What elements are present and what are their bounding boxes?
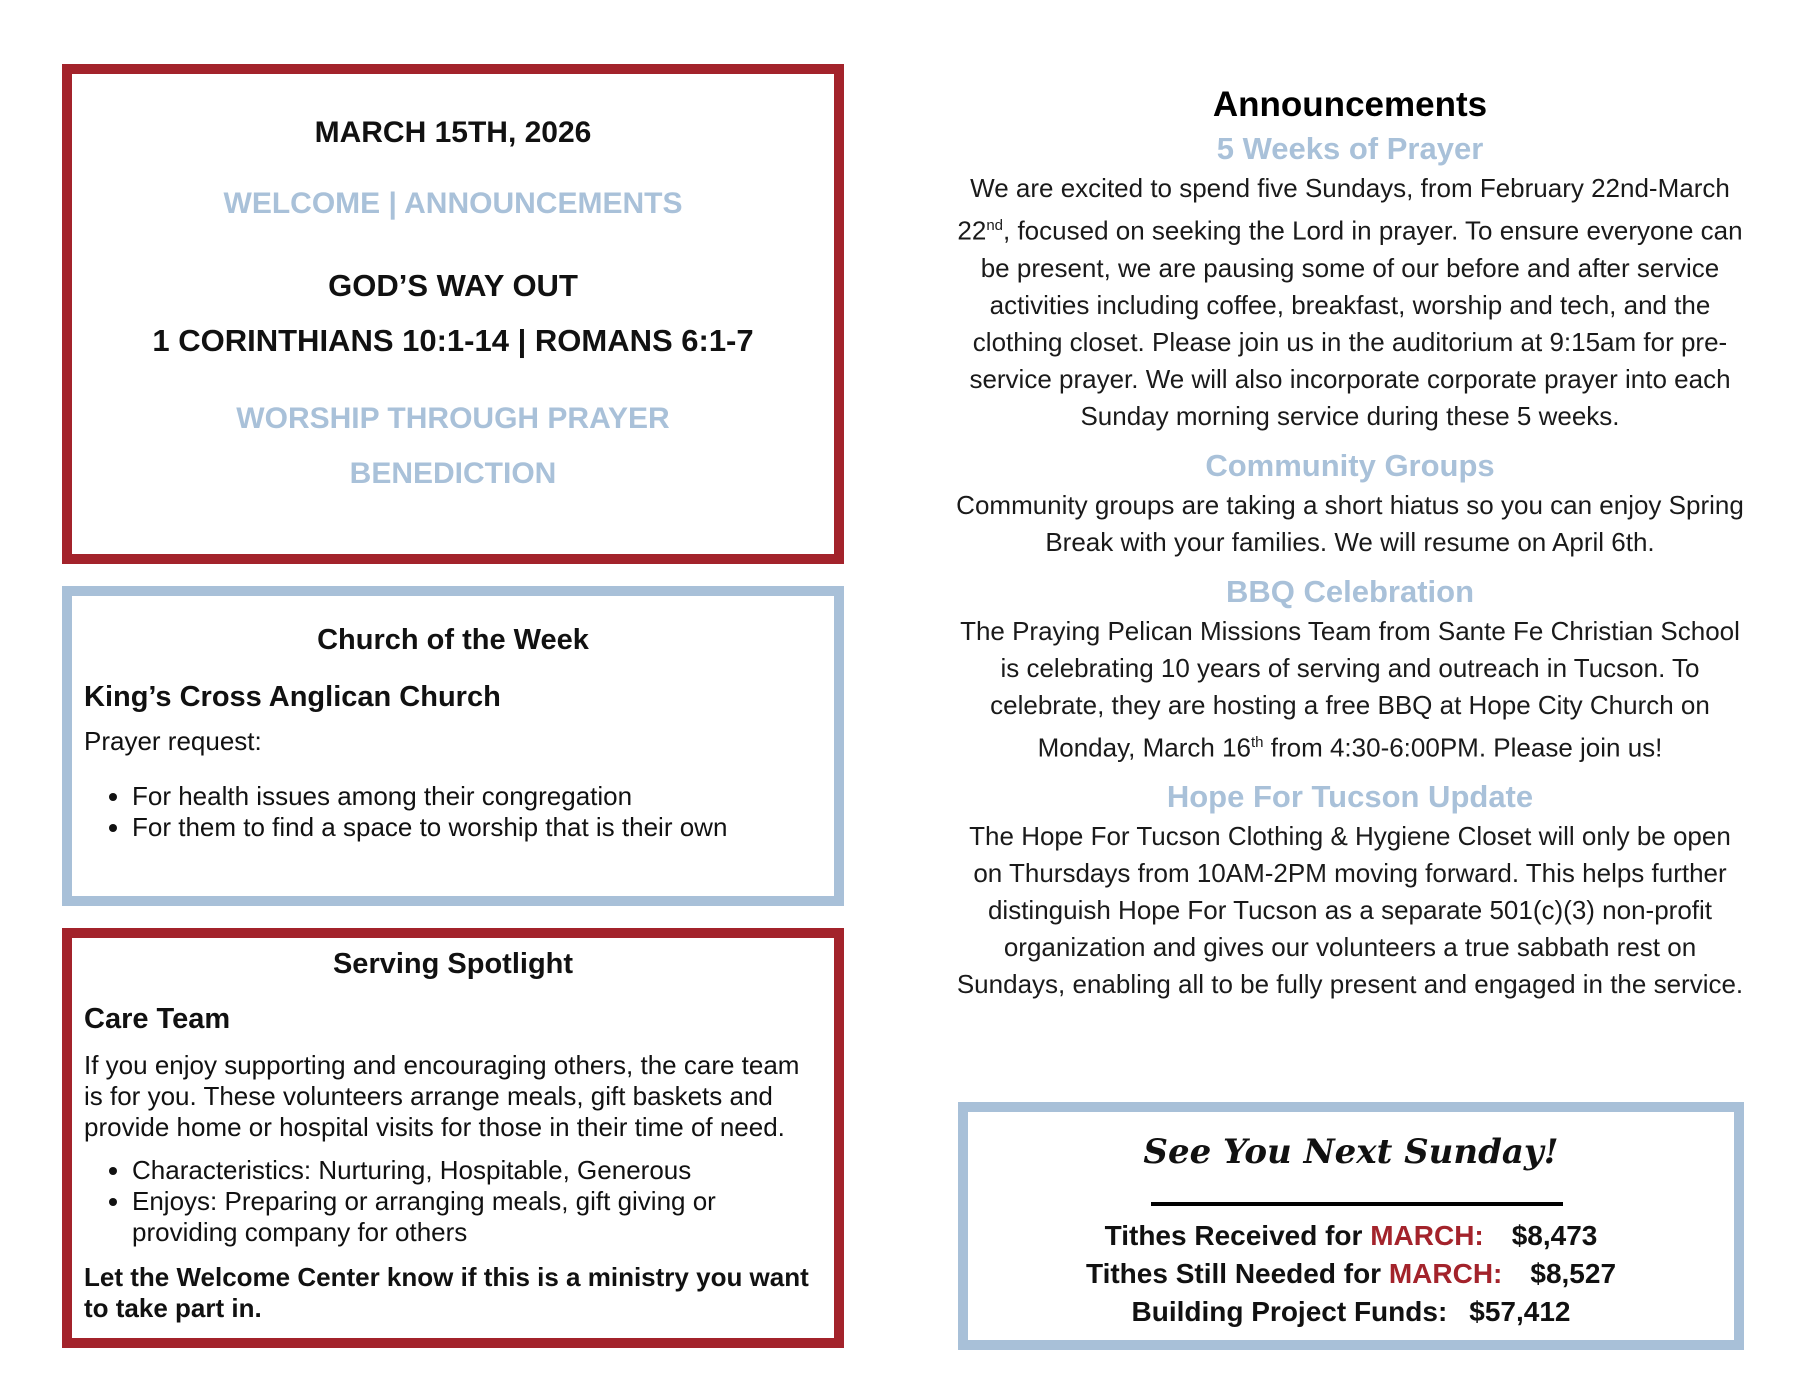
sermon-title: GOD’S WAY OUT [328, 268, 578, 303]
divider [1151, 1202, 1563, 1206]
prayer-text: We are excited to spend five Sundays, from February 22nd-March 22nd, focused on seeking the Lord in prayer. To ensure everyone can be present, we are pausing some of our before and after service activities including coffee, breakfast, worship and tech, and the clothing closet. Please join us in the auditorium at 9:15am for pre-service prayer. We will also incorporate corporate prayer into each Sunday morning service during these 5 weeks. [957, 173, 1743, 431]
church-of-week-heading: Church of the Week [317, 624, 589, 656]
community-groups-text: Community groups are taking a short hiatus so you can enjoy Spring Break with your families. We will resume on April 6th. [956, 489, 1744, 557]
benediction: BENEDICTION [349, 457, 557, 490]
team-description: If you enjoy supporting and encouraging others, the care team is for you. These volunteers arrange meals, gift baskets and provide home or hospital visits for those in their time of need. [84, 1050, 800, 1142]
hope-for-tucson-heading: Hope For Tucson Update [1166, 779, 1534, 815]
church-of-the-week-box [62, 586, 844, 906]
team-name: Care Team [84, 1003, 231, 1035]
announcements-title: Announcements [1212, 85, 1488, 124]
spotlight-bullets [84, 1155, 822, 1248]
serving-spotlight-heading: Serving Spotlight [332, 948, 574, 980]
welcome-center-callout: Let the Welcome Center know if this is a ministry you want to take part in. [84, 1262, 809, 1323]
see-you-next-sunday: See You Next Sunday! [1143, 1132, 1559, 1172]
spotlight-bullet: • Enjoys: Preparing or arranging meals, gift giving or providing company for others [132, 1186, 822, 1248]
prayer-request-item: • For them to find a space to worship that is their own [132, 812, 822, 843]
church-name: King’s Cross Anglican Church [84, 681, 501, 713]
building-funds-amount: $57,412 [1469, 1296, 1571, 1327]
welcome-announcements: WELCOME | ANNOUNCEMENTS [223, 187, 683, 220]
bbq-heading: BBQ Celebration [1225, 573, 1475, 609]
announcements-section [955, 82, 1745, 1003]
scripture-reference: 1 CORINTHIANS 10:1-14 | ROMANS 6:1-7 [152, 323, 754, 358]
prayer-request-label: Prayer request: [84, 726, 262, 756]
prayer-heading: 5 Weeks of Prayer [1216, 131, 1484, 166]
prayer-request-list [84, 781, 822, 843]
tithes-needed-amount: $8,527 [1530, 1258, 1617, 1289]
tithes-received-amount: $8,473 [1511, 1220, 1598, 1251]
community-groups-heading: Community Groups [1205, 447, 1495, 483]
bbq-text: The Praying Pelican Missions Team from Sante Fe Christian School is celebrating 10 years of serving and outreach in Tucson. To celebrate, they are hosting a free BBQ at Hope City Church on Monday, March 16th from 4:30-6:00PM. Please join us! [960, 615, 1740, 763]
spotlight-bullet: • Characteristics: Nurturing, Hospitable, Generous [132, 1155, 822, 1186]
service-date: MARCH 15TH, 2026 [314, 116, 592, 149]
tithes-received-line: Tithes Received for MARCH: $8,473 [1104, 1220, 1598, 1251]
tithes-needed-line: Tithes Still Needed for MARCH: $8,527 [1085, 1258, 1617, 1289]
order-of-service-box [62, 64, 844, 564]
building-funds-line: Building Project Funds: $57,412 [1131, 1296, 1571, 1327]
tithes-box [958, 1102, 1744, 1350]
serving-spotlight-box [62, 928, 844, 1348]
prayer-request-item: • For health issues among their congregation [132, 781, 822, 812]
worship-through-prayer: WORSHIP THROUGH PRAYER [236, 402, 670, 435]
hope-for-tucson-text: The Hope For Tucson Clothing & Hygiene Closet will only be open on Thursdays from 10AM-2PM moving forward. This helps further distinguish Hope For Tucson as a separate 501(c)(3) non-profit organization and gives our volunteers a true sabbath rest on Sundays, enabling all to be fully present and engaged in the service. [956, 821, 1744, 1000]
